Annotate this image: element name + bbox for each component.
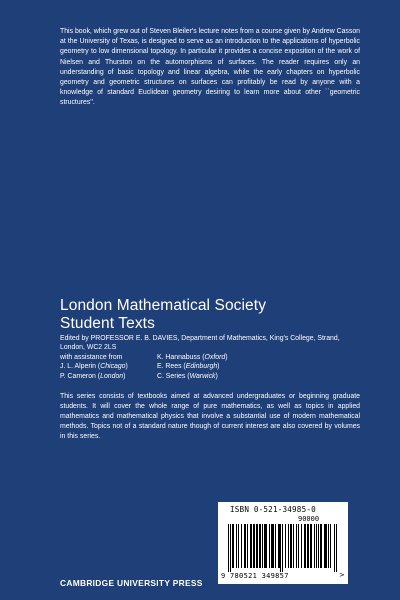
assistant-row [60,372,360,381]
assistance-label: with assistance from [60,354,123,361]
assistant-row [60,362,360,371]
book-blurb: This book, which grew out of Steven Bleiler's lecture notes from a course given by Andrew Casson at the University of Texas, is designed to serve as an introduction to the applications of hyperbolic geometry to low dimensional topology. In particular it provides a concise exposition of the work of Nielsen and Thurston on the automorphisms of surfaces. The reader requires only an understanding of basic topology and linear algebra, while the early chapters on hyperbolic geometry and geometric structures on surfaces can profitably be read by anyone with a knowledge of standard Euclidean geometry desiring to learn more about other ``geometric structures''. [60,28,360,107]
barcode-icon [228,524,340,572]
series-title-line-1: London Mathematical Society [60,297,267,314]
assistant-row [60,353,360,362]
isbn-label: ISBN 0-521-34985-0 [230,505,316,514]
editor-credit: Edited by PROFESSOR E. B. DAVIES, Department of Mathematics, King's College, Strand, London, WC2 2LS [60,335,340,352]
publisher-name: CAMBRIDGE UNIVERSITY PRESS [60,578,203,588]
ean-chevron: > [339,571,345,579]
series-title-line-2: Student Texts [60,315,155,332]
assistant-editor: J. L. Alperin (Chicago) [60,363,128,371]
assistant-editor: C. Series (Warwick) [157,372,218,380]
assistant-editor: E. Rees (Edinburgh) [157,363,220,371]
ean-number: 9 780521 349857 [221,572,289,580]
series-description: This series consists of textbooks aimed at advanced undergraduates or beginning graduate students. It will cover the whole range of pure mathematics, as well as topics in applied mathematics and mathematical physics that involve a substantial use of modern mathematical methods. Topics not of a standard nature though of current interest are also covered by volumes in this series. [60,393,360,440]
series-title [60,297,266,333]
price-code: 90000 [298,515,320,523]
assistant-editors [60,353,360,381]
assistant-editor: K. Hannabuss (Oxford) [157,354,228,361]
barcode-panel [218,502,348,584]
assistant-editor: P. Cameron (London) [60,372,126,380]
